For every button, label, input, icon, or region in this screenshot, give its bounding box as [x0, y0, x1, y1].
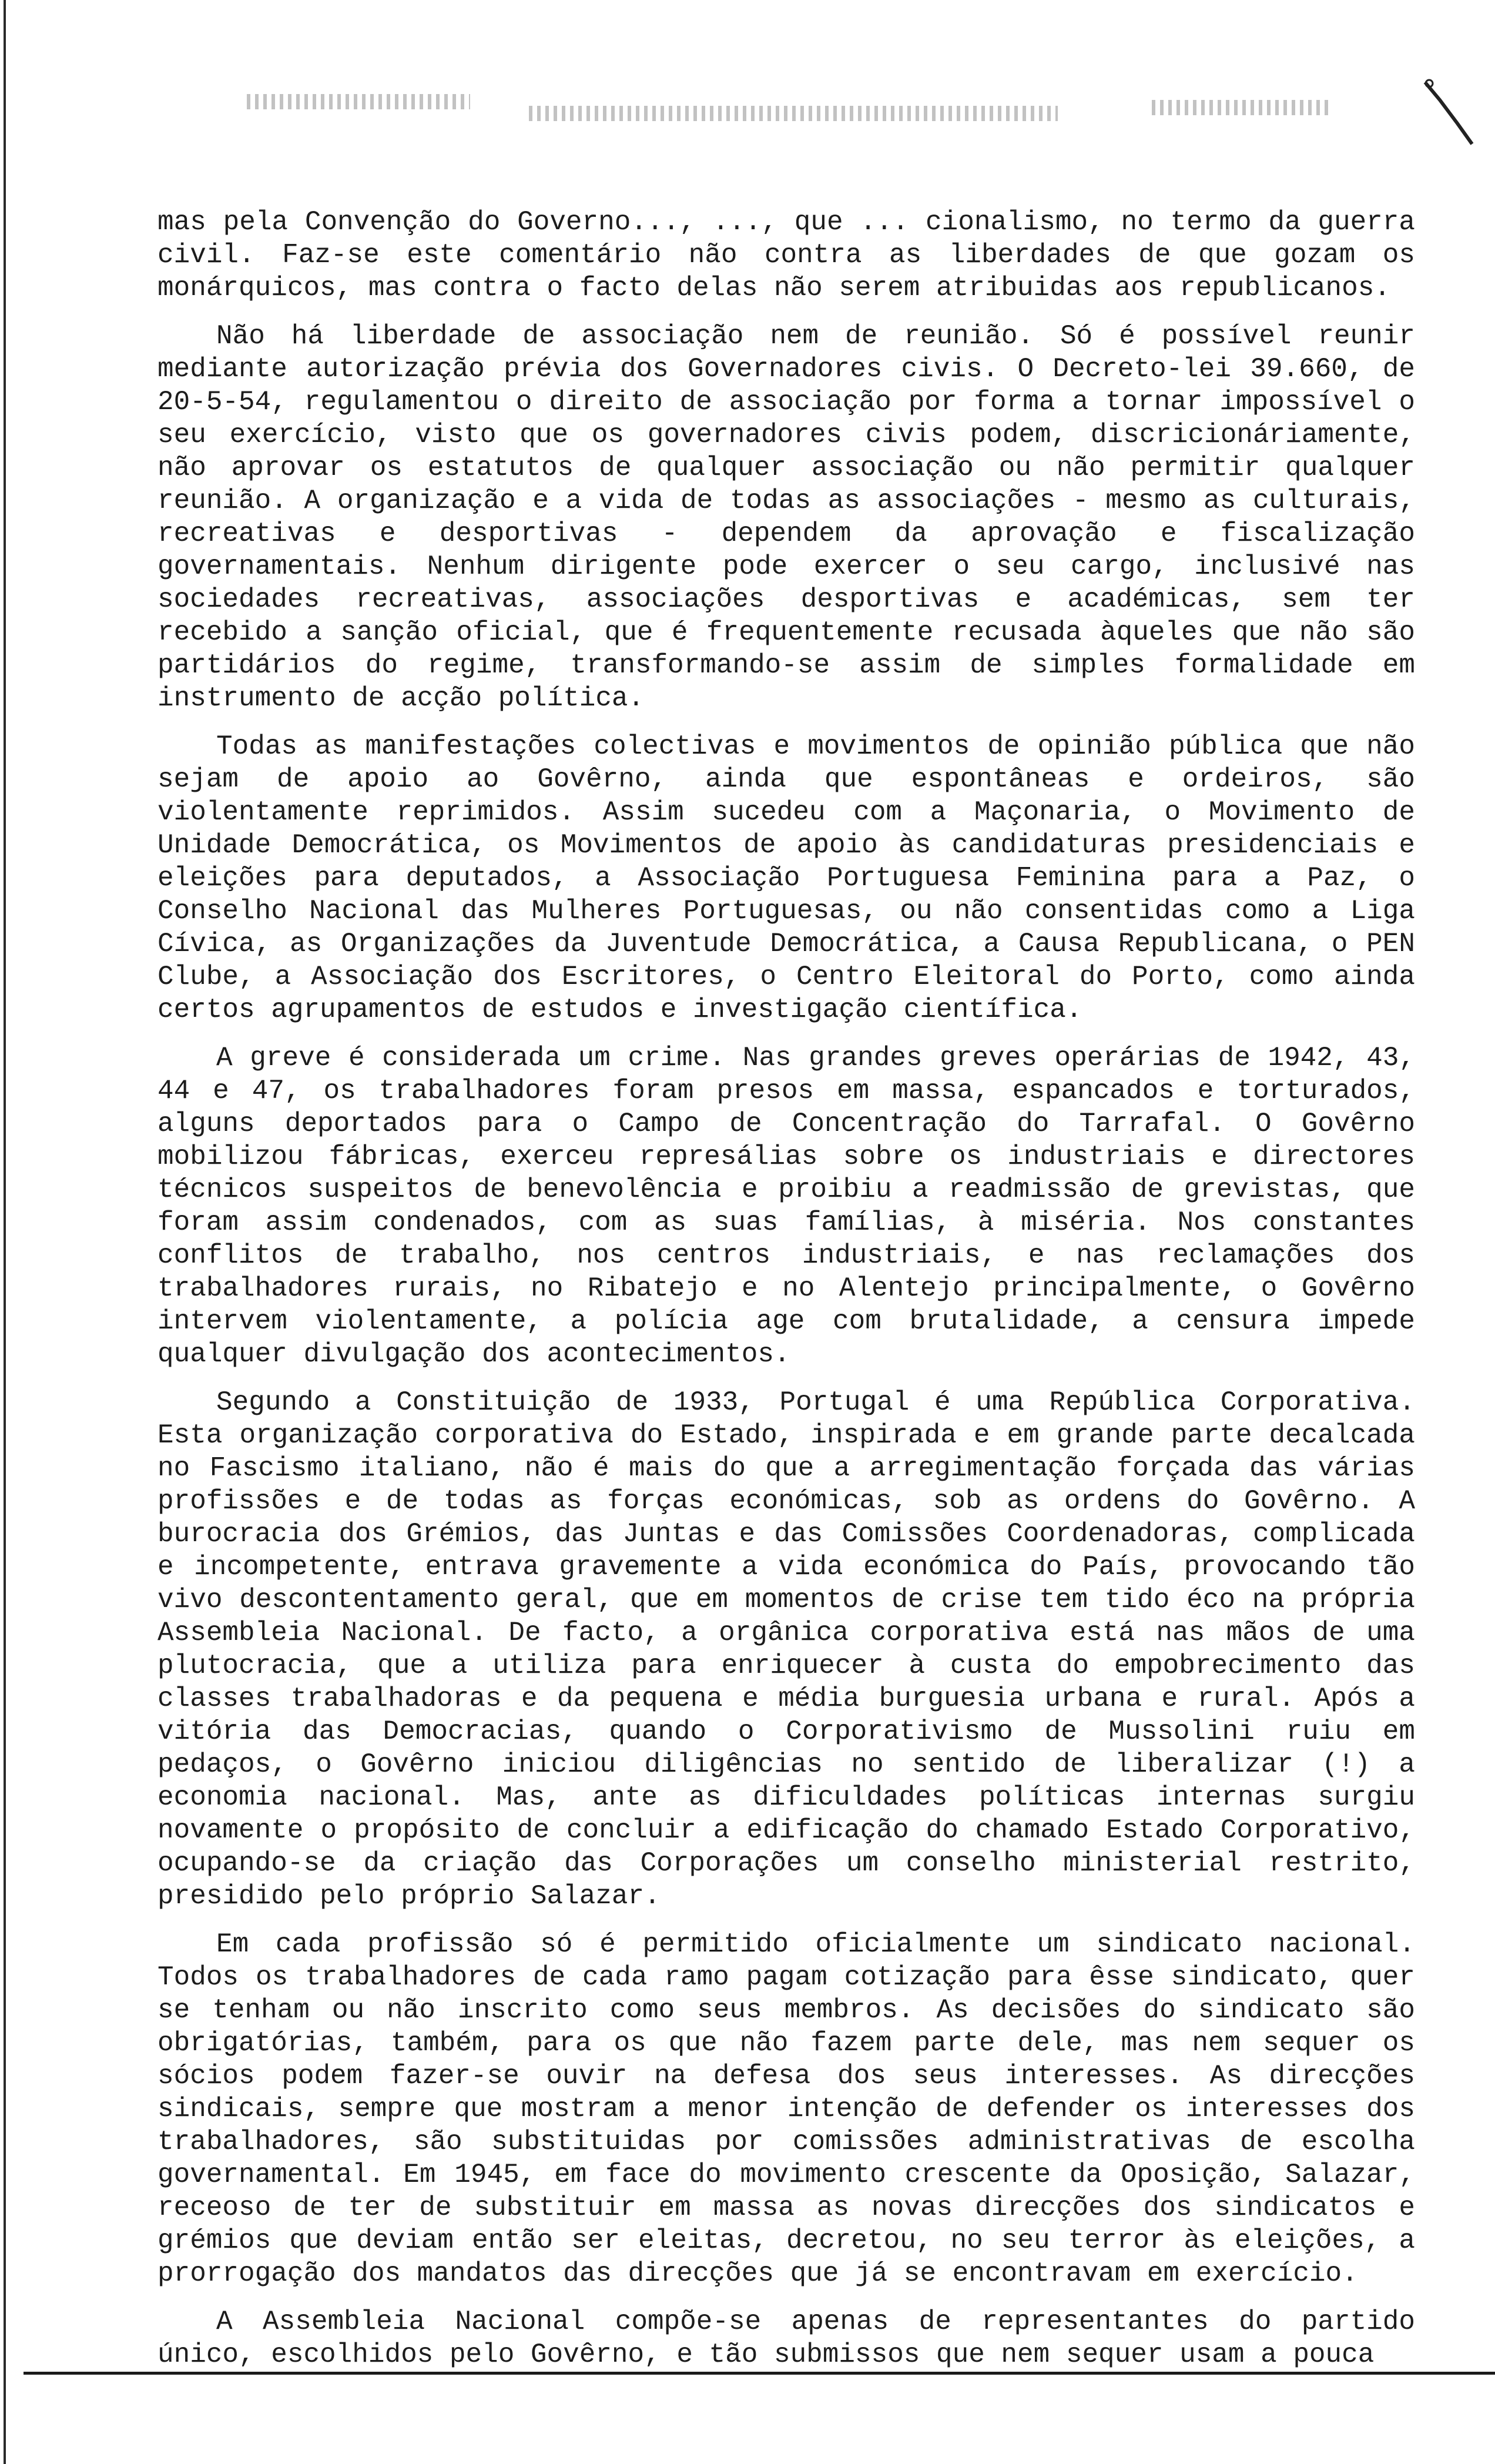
scan-smudge [1152, 100, 1328, 115]
paragraph-syndicates: Em cada profissão só é permitido oficialmente um sindicato nacional. Todos os trabalhadores de cada ramo pagam cotização para êsse sindicato, quer se tenham ou não inscrito como seus membros. As decisões do sindicato são obrigatórias, também, para os que não fazem parte dele, mas nem sequer os sócios podem fazer-se ouvir na defesa dos seus interesses. As direcções sindicais, sempre que mostram a menor intenção de defender os interesses dos trabalhadores, são substituidas por comissões administrativas de escolha governamental. Em 1945, em face do movimento crescente da Oposição, Salazar, receoso de ter de substituir em massa as novas direcções dos sindicatos e grémios que deviam então ser eleitas, decretou, no seu terror às eleições, a prorrogação dos mandatos das direcções que já se encontravam em exercício. [157, 1929, 1432, 2289]
paragraph-national-assembly: A Assembleia Nacional compõe-se apenas de representantes do partido único, escolhidos pelo Govêrno, e tão submissos que nem sequer usam a pouca [157, 2306, 1432, 2370]
paragraph-monarchists: mas pela Convenção do Governo..., ..., que ... cionalismo, no termo da guerra civil. Faz-se este comentário não contra as liberdades de que gozam os monárquicos, mas contra o facto delas não serem atribuidas aos republicanos. [157, 207, 1432, 303]
scan-smudge [247, 94, 470, 109]
corner-pen-mark [1422, 76, 1475, 147]
scan-bottom-edge [24, 2372, 1495, 2375]
paragraph-association-freedom: Não há liberdade de associação nem de reunião. Só é possível reunir mediante autorização prévia dos Governadores civis. O Decreto-lei 39.660, de 20-5-54, regulamentou o direito de associação por forma a tornar impossível o seu exercício, visto que os governadores civis podem, discricionáriamente, não aprovar os estatutos de qualquer associação ou não permitir qualquer reunião. A organização e a vida de todas as associações - mesmo as culturais, recreativas e desportivas - dependem da aprovação e fiscalização governamentais. Nenhum dirigente pode exercer o seu cargo, inclusivé nas sociedades recreativas, associações desportivas e académicas, sem ter recebido a sanção oficial, que é frequentemente recusada àqueles que não são partidários do regime, transformando-se assim de simples formalidade em instrumento de acção política. [157, 321, 1432, 714]
paragraph-corporative-state: Segundo a Constituição de 1933, Portugal é uma República Corporativa. Esta organização corporativa do Estado, inspirada e em grande parte decalcada no Fascismo italiano, não é mais do que a arregimentação forçada das várias profissões e de todas as forças económicas, sob as ordens do Govêrno. A burocracia dos Grémios, das Juntas e das Comissões Coordenadoras, complicada e incompetente, entrava gravemente a vida económica do País, provocando tão vivo descontentamento geral, que em momentos de crise tem tido éco na própria Assembleia Nacional. De facto, a orgânica corporativa está nas mãos de uma plutocracia, que a utiliza para enriquecer à custa do empobrecimento das classes trabalhadoras e da pequena e média burguesia urbana e rural. Após a vitória das Democracias, quando o Corporativismo de Mussolini ruiu em pedaços, o Govêrno iniciou diligências no sentido de liberalizar (!) a economia nacional. Mas, ante as dificuldades políticas internas surgiu novamente o propósito de concluir a edificação do chamado Estado Corporativo, ocupando-se da criação das Corporações um conselho ministerial restrito, presidido pelo próprio Salazar. [157, 1387, 1432, 1911]
typed-text-body [157, 206, 1432, 2386]
scan-left-edge [4, 0, 6, 2464]
paragraph-collective-manifestations: Todas as manifestações colectivas e movimentos de opinião pública que não sejam de apoio ao Govêrno, ainda que espontâneas e ordeiros, são violentamente reprimidos. Assim sucedeu com a Maçonaria, o Movimento de Unidade Democrática, os Movimentos de apoio às candidaturas presidenciais e eleições para deputados, a Associação Portuguesa Feminina para a Paz, o Conselho Nacional das Mulheres Portuguesas, ou não consentidas como a Liga Cívica, as Organizações da Juventude Democrática, a Causa Republicana, o PEN Clube, a Associação dos Escritores, o Centro Eleitoral do Porto, como ainda certos agrupamentos de estudos e investigação científica. [157, 731, 1432, 1025]
paragraph-strikes: A greve é considerada um crime. Nas grandes greves operárias de 1942, 43, 44 e 47, os trabalhadores foram presos em massa, espancados e torturados, alguns deportados para o Campo de Concentração do Tarrafal. O Govêrno mobilizou fábricas, exerceu represálias sobre os industriais e directores técnicos suspeitos de benevolência e proibiu a readmissão de grevistas, que foram assim condenados, com as suas famílias, à miséria. Nos constantes conflitos de trabalho, nos centros industriais, e nas reclamações dos trabalhadores rurais, no Ribatejo e no Alentejo principalmente, o Govêrno intervem violentamente, a polícia age com brutalidade, a censura impede qualquer divulgação dos acontecimentos. [157, 1043, 1432, 1370]
scan-smudge [529, 106, 1058, 121]
